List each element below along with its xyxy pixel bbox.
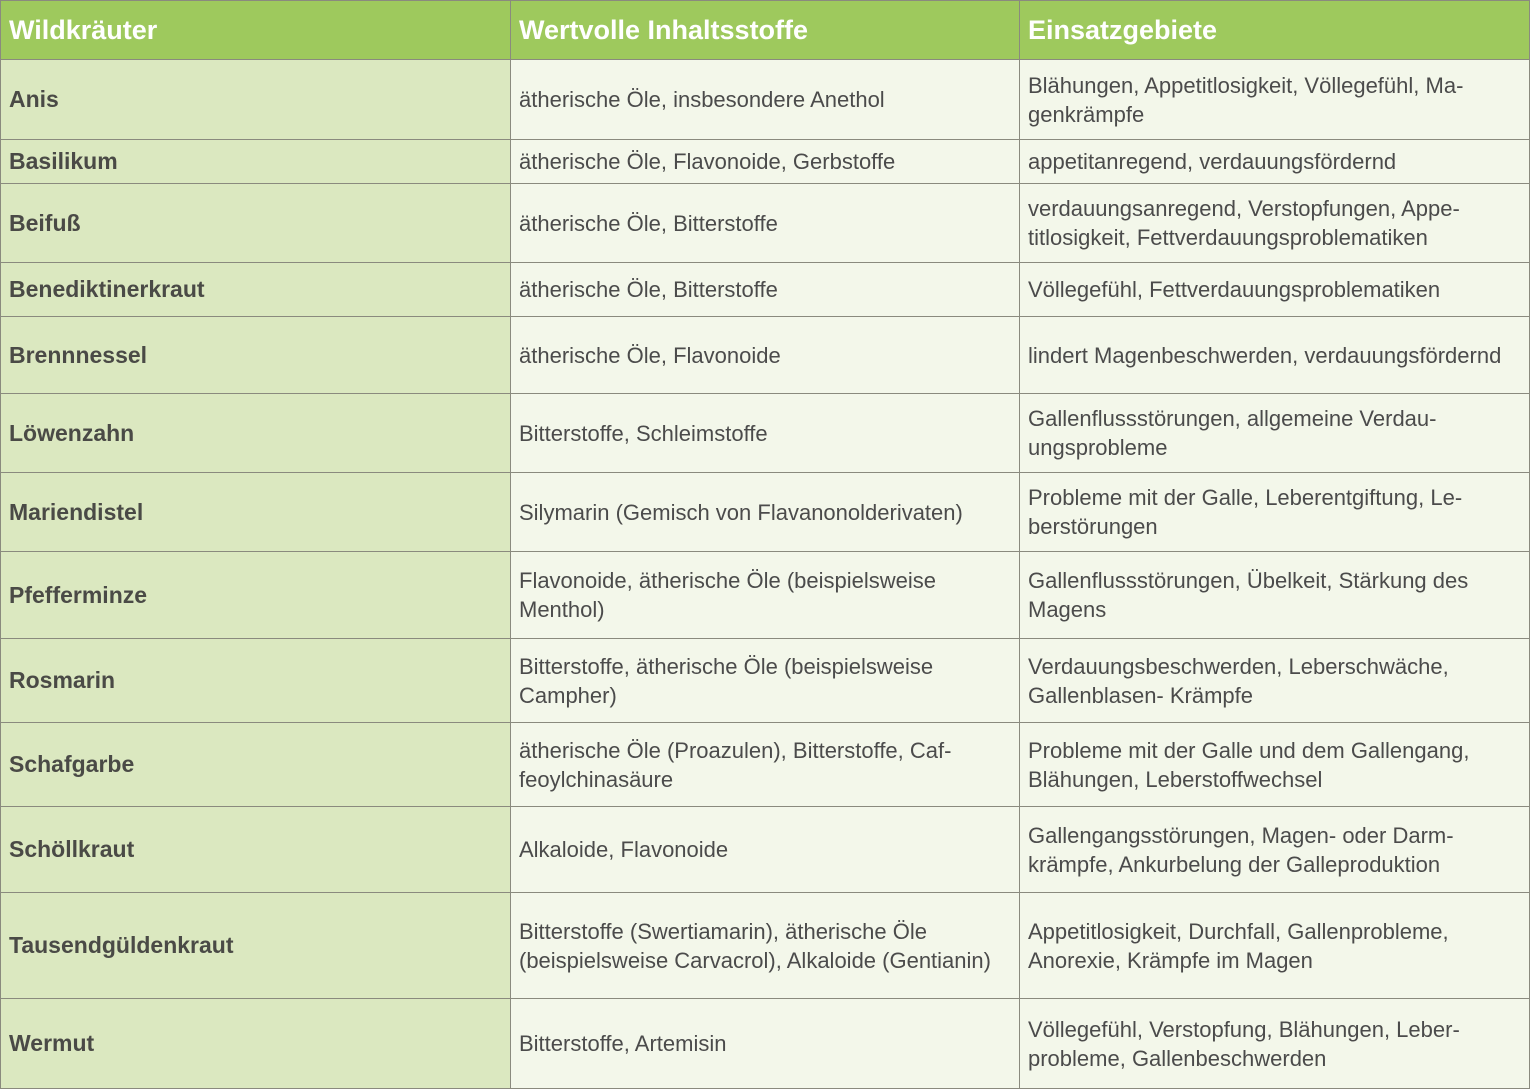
- herb-uses: Völlegefühl, Fettverdauungsproblematiken: [1020, 263, 1530, 317]
- herb-uses: Probleme mit der Galle und dem Gallengang, Blähungen, Leberstoffwechsel: [1020, 723, 1530, 807]
- herb-ingredients: ätherische Öle, Bitterstoffe: [511, 184, 1020, 263]
- table-row: [1, 893, 1530, 999]
- table-row: [1, 184, 1530, 263]
- herb-name: Mariendistel: [1, 473, 511, 552]
- herb-ingredients: Bitterstoffe, Artemisin: [511, 999, 1020, 1089]
- herb-uses: lindert Magenbeschwerden, verdauungsfördernd: [1020, 317, 1530, 394]
- table-row: [1, 394, 1530, 473]
- herb-ingredients: ätherische Öle (Proazulen), Bitterstoffe, Caffeoylchinasäure: [511, 723, 1020, 807]
- herb-name: Wermut: [1, 999, 511, 1089]
- herb-uses: Gallenflussstörungen, allgemeine Verdauungsprobleme: [1020, 394, 1530, 473]
- herb-ingredients: ätherische Öle, insbesondere Anethol: [511, 60, 1020, 140]
- herb-ingredients: ätherische Öle, Flavonoide: [511, 317, 1020, 394]
- herb-name: Beifuß: [1, 184, 511, 263]
- herb-uses: Probleme mit der Galle, Leberentgiftung, Leberstörungen: [1020, 473, 1530, 552]
- herb-name: Tausendgüldenkraut: [1, 893, 511, 999]
- herb-ingredients: Bitterstoffe, Schleimstoffe: [511, 394, 1020, 473]
- herb-uses: Appetitlosigkeit, Durchfall, Gallenprobleme, Anorexie, Krämpfe im Magen: [1020, 893, 1530, 999]
- herb-ingredients: Silymarin (Gemisch von Flavanonolderivaten): [511, 473, 1020, 552]
- herb-name: Löwenzahn: [1, 394, 511, 473]
- herb-name: Schafgarbe: [1, 723, 511, 807]
- herb-name: Anis: [1, 60, 511, 140]
- herb-ingredients: ätherische Öle, Bitterstoffe: [511, 263, 1020, 317]
- herb-uses: verdauungsanregend, Verstopfungen, Appetitlosigkeit, Fettverdauungsproblematiken: [1020, 184, 1530, 263]
- herb-ingredients: ätherische Öle, Flavonoide, Gerbstoffe: [511, 140, 1020, 184]
- table-row: [1, 552, 1530, 639]
- header-ingredients: Wertvolle Inhaltsstoffe: [511, 1, 1020, 60]
- herb-uses: Völlegefühl, Verstopfung, Blähungen, Leberprobleme, Gallenbeschwerden: [1020, 999, 1530, 1089]
- table-row: [1, 140, 1530, 184]
- herb-name: Pfefferminze: [1, 552, 511, 639]
- herb-name: Basilikum: [1, 140, 511, 184]
- table-header-row: [1, 1, 1530, 60]
- table-body: [1, 60, 1530, 1089]
- herb-ingredients: Bitterstoffe (Swertiamarin), ätherische Öle (beispielsweise Carvacrol), Alkaloide (Gentianin): [511, 893, 1020, 999]
- table-row: [1, 317, 1530, 394]
- header-uses: Einsatzgebiete: [1020, 1, 1530, 60]
- herb-uses: Gallenflussstörungen, Übelkeit, Stärkung des Magens: [1020, 552, 1530, 639]
- herb-uses: Blähungen, Appetitlosigkeit, Völlegefühl, Magenkrämpfe: [1020, 60, 1530, 140]
- herb-uses: appetitanregend, verdauungsfördernd: [1020, 140, 1530, 184]
- table-row: [1, 60, 1530, 140]
- herb-name: Schöllkraut: [1, 807, 511, 893]
- herb-ingredients: Bitterstoffe, ätherische Öle (beispielsweise Campher): [511, 639, 1020, 723]
- herb-name: Rosmarin: [1, 639, 511, 723]
- table-row: [1, 639, 1530, 723]
- herb-uses: Gallengangsstörungen, Magen- oder Darmkrämpfe, Ankurbelung der Galleproduktion: [1020, 807, 1530, 893]
- herb-ingredients: Alkaloide, Flavonoide: [511, 807, 1020, 893]
- herb-name: Brennnessel: [1, 317, 511, 394]
- header-herbs: Wildkräuter: [1, 1, 511, 60]
- table-row: [1, 263, 1530, 317]
- table-row: [1, 473, 1530, 552]
- table-row: [1, 807, 1530, 893]
- table-row: [1, 723, 1530, 807]
- herb-ingredients: Flavonoide, ätherische Öle (beispielsweise Menthol): [511, 552, 1020, 639]
- herb-name: Benediktinerkraut: [1, 263, 511, 317]
- table-row: [1, 999, 1530, 1089]
- herb-uses: Verdauungsbeschwerden, Leberschwäche, Gallenblasen- Krämpfe: [1020, 639, 1530, 723]
